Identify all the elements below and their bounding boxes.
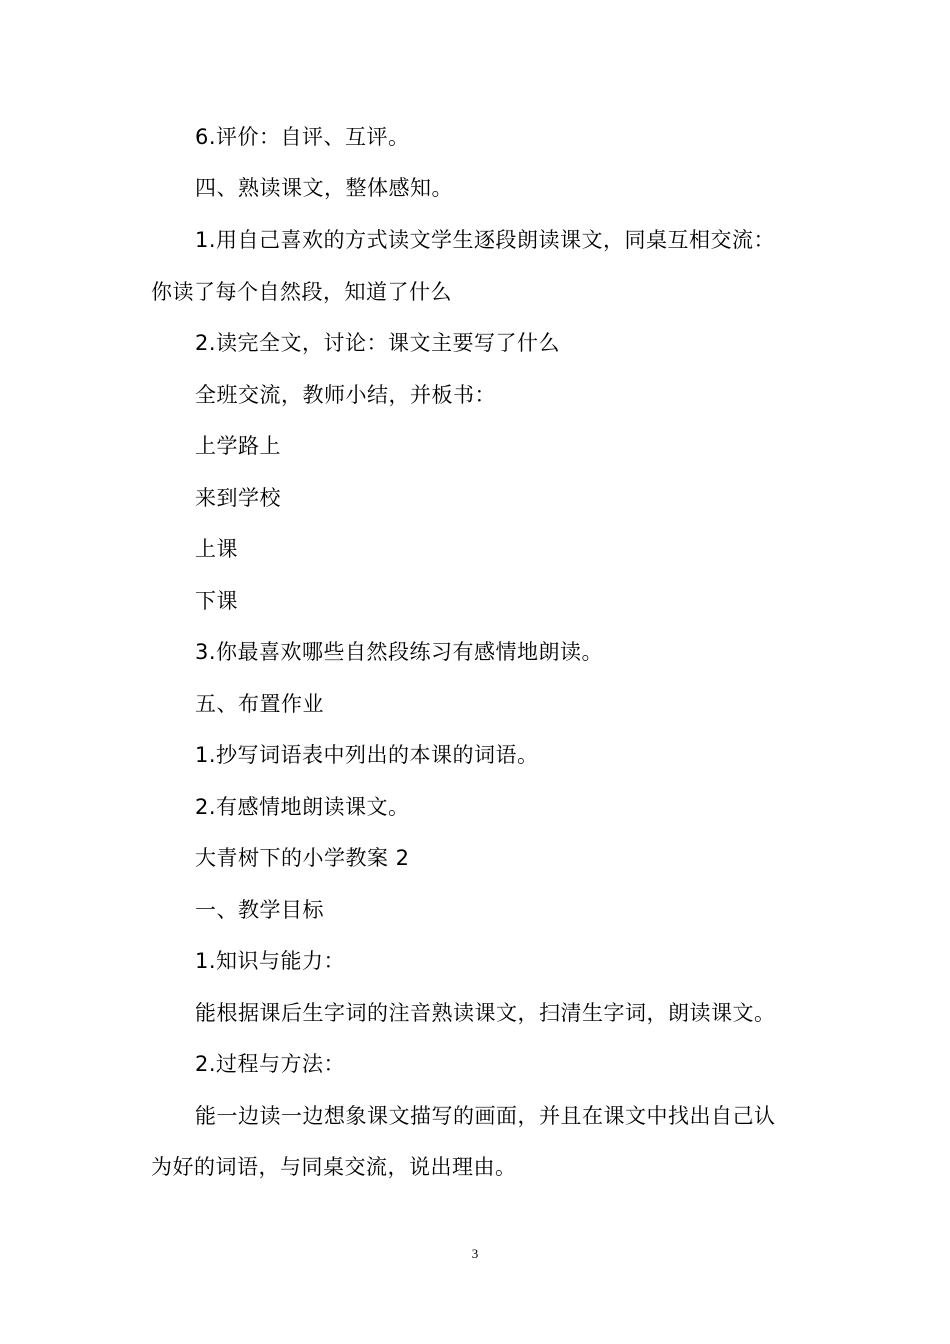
board-item-on-the-way: 上学路上 bbox=[195, 434, 281, 458]
text-line-copy-words: 1.抄写词语表中列出的本课的词语。 bbox=[195, 743, 539, 767]
board-item-class: 上课 bbox=[195, 537, 238, 561]
text-line-knowledge-ability: 1.知识与能力： bbox=[195, 949, 346, 973]
section-heading-homework: 五、布置作业 bbox=[195, 692, 324, 716]
board-item-after-class: 下课 bbox=[195, 589, 238, 613]
text-line-process-method: 2.过程与方法： bbox=[195, 1052, 346, 1076]
page-number: 3 bbox=[471, 1246, 479, 1261]
text-line-class-exchange: 全班交流，教师小结，并板书： bbox=[195, 383, 496, 407]
text-line-favorite-paragraph: 3.你最喜欢哪些自然段练习有感情地朗读。 bbox=[195, 640, 604, 664]
board-item-arrive-school: 来到学校 bbox=[195, 486, 281, 510]
text-line-process-detail: 能一边读一边想象课文描写的画面，并且在课文中找出自己认 bbox=[195, 1104, 776, 1128]
text-line-discussion: 2.读完全文，讨论：课文主要写了什么 bbox=[195, 331, 561, 355]
lesson-plan-title: 大青树下的小学教案 2 bbox=[195, 846, 410, 870]
text-line-read-method: 1.用自己喜欢的方式读文学生逐段朗读课文，同桌互相交流： bbox=[195, 228, 776, 252]
section-heading-objectives: 一、教学目标 bbox=[195, 898, 324, 922]
text-line-read-method-cont: 你读了每个自然段，知道了什么 bbox=[151, 280, 452, 304]
text-line-knowledge-detail: 能根据课后生字词的注音熟读课文，扫清生字词，朗读课文。 bbox=[195, 1001, 776, 1025]
section-heading-read-text: 四、熟读课文，整体感知。 bbox=[195, 176, 453, 200]
text-line-read-aloud: 2.有感情地朗读课文。 bbox=[195, 795, 410, 819]
text-line-process-detail-cont: 为好的词语，与同桌交流，说出理由。 bbox=[151, 1155, 517, 1179]
text-line-evaluation: 6.评价：自评、互评。 bbox=[195, 125, 410, 149]
